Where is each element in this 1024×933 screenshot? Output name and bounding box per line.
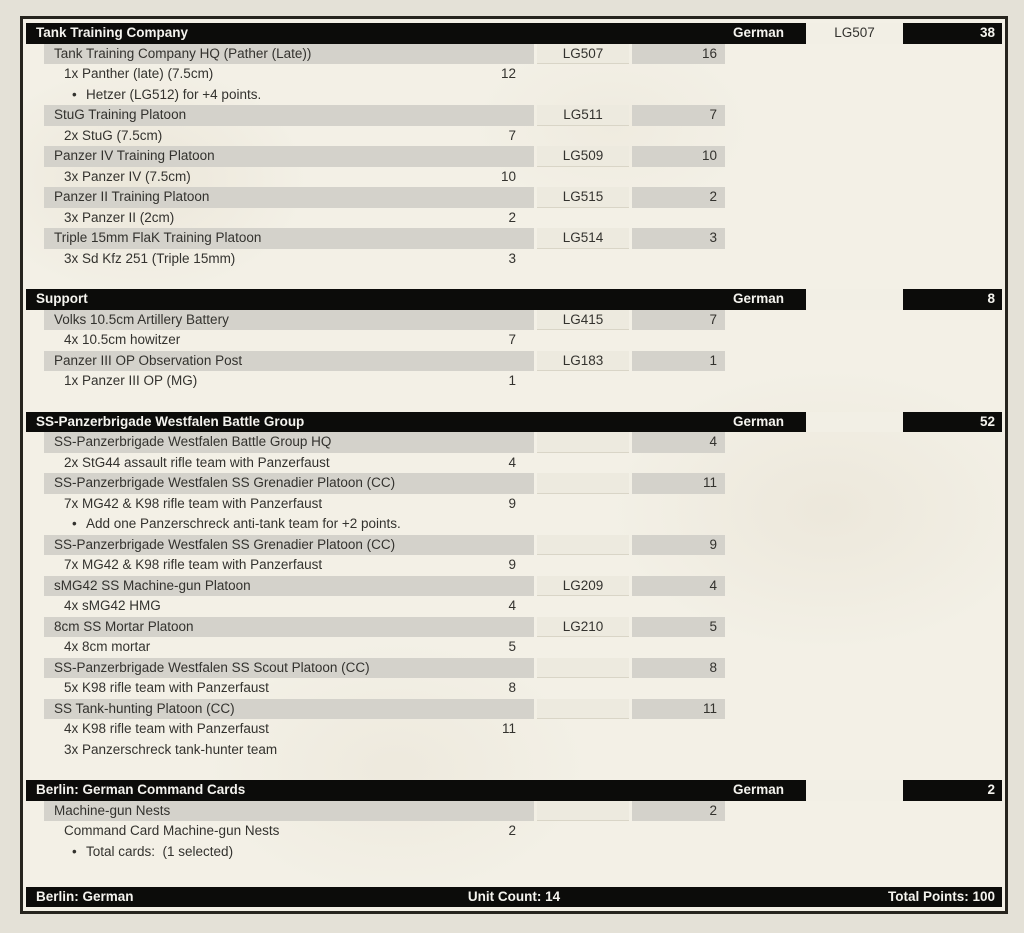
unit-code-box bbox=[537, 535, 629, 556]
army-list-panel bbox=[20, 16, 1008, 914]
equipment-name: Command Card Machine-gun Nests bbox=[64, 823, 280, 838]
unit-code-box: LG183 bbox=[537, 351, 629, 372]
section-rows bbox=[26, 801, 1002, 863]
section-header-bar[interactable] bbox=[26, 780, 1002, 801]
equipment-points: 11 bbox=[501, 721, 516, 736]
unit-name: SS-Panzerbrigade Westfalen SS Grenadier Platoon (CC) bbox=[44, 473, 534, 494]
unit-name: Panzer III OP Observation Post bbox=[44, 351, 534, 372]
unit-points: 2 bbox=[632, 187, 725, 208]
equipment-name: 7x MG42 & K98 rifle team with Panzerfaust bbox=[64, 557, 323, 572]
equipment-row[interactable] bbox=[26, 678, 1002, 699]
equipment-row[interactable] bbox=[26, 453, 1002, 474]
unit-code-box bbox=[537, 801, 629, 822]
footer-total-points: Total Points: 100 bbox=[887, 888, 995, 904]
unit-points: 7 bbox=[632, 310, 725, 331]
equipment-points: 1 bbox=[508, 373, 516, 388]
unit-code-box: LG509 bbox=[537, 146, 629, 167]
section-title: Tank Training Company bbox=[36, 25, 189, 40]
bullet-icon: • bbox=[72, 516, 77, 531]
equipment-points: 12 bbox=[500, 66, 516, 81]
section-title: Berlin: German Command Cards bbox=[36, 782, 246, 797]
bullet-icon: • bbox=[72, 86, 77, 102]
unit-name: Machine-gun Nests bbox=[44, 801, 534, 822]
unit-code-box: LG507 bbox=[537, 44, 629, 65]
equipment-points: 9 bbox=[508, 557, 516, 572]
unit-name: StuG Training Platoon bbox=[44, 105, 534, 126]
unit-code-box: LG515 bbox=[537, 187, 629, 208]
footer-list-name: Berlin: German bbox=[36, 888, 134, 904]
force-section bbox=[26, 780, 1002, 862]
equipment-points: 5 bbox=[508, 639, 516, 654]
equipment-row[interactable] bbox=[26, 596, 1002, 617]
equipment-name: 2x StuG (7.5cm) bbox=[64, 127, 163, 143]
equipment-row[interactable] bbox=[26, 167, 1002, 188]
equipment-row[interactable] bbox=[26, 494, 1002, 515]
unit-points: 5 bbox=[632, 617, 725, 638]
unit-row[interactable] bbox=[26, 146, 1002, 167]
unit-row[interactable] bbox=[26, 617, 1002, 638]
equipment-name: 3x Panzer IV (7.5cm) bbox=[64, 168, 191, 184]
unit-code-box: LG511 bbox=[537, 105, 629, 126]
unit-row[interactable] bbox=[26, 699, 1002, 720]
unit-name: Panzer IV Training Platoon bbox=[44, 146, 534, 167]
unit-row[interactable] bbox=[26, 576, 1002, 597]
unit-points: 8 bbox=[632, 658, 725, 679]
equipment-name: 1x Panther (late) (7.5cm) bbox=[64, 66, 214, 81]
unit-row[interactable] bbox=[26, 310, 1002, 331]
option-note-row bbox=[26, 842, 1002, 863]
option-note-row bbox=[26, 514, 1002, 535]
section-rows bbox=[26, 310, 1002, 392]
section-nation-label: German bbox=[732, 413, 784, 429]
equipment-name: 3x Sd Kfz 251 (Triple 15mm) bbox=[64, 250, 236, 266]
equipment-row[interactable] bbox=[26, 249, 1002, 270]
bullet-icon: • bbox=[72, 843, 77, 859]
unit-row[interactable] bbox=[26, 473, 1002, 494]
unit-name: 8cm SS Mortar Platoon bbox=[44, 617, 534, 638]
force-section bbox=[26, 23, 1002, 269]
section-title: SS-Panzerbrigade Westfalen Battle Group bbox=[36, 413, 305, 429]
unit-code-box: LG514 bbox=[537, 228, 629, 249]
equipment-name: 1x Panzer III OP (MG) bbox=[64, 373, 198, 388]
footer-unit-count: Unit Count: 14 bbox=[467, 888, 561, 904]
unit-points: 4 bbox=[632, 576, 725, 597]
equipment-name: 4x sMG42 HMG bbox=[64, 598, 161, 613]
equipment-points: 4 bbox=[508, 598, 516, 613]
option-note-row bbox=[26, 85, 1002, 106]
footer-totals-bar bbox=[26, 887, 1002, 908]
section-code-box bbox=[806, 412, 903, 433]
equipment-row[interactable] bbox=[26, 637, 1002, 658]
equipment-points: 2 bbox=[508, 209, 516, 225]
unit-name: SS-Panzerbrigade Westfalen Battle Group HQ bbox=[44, 432, 534, 453]
unit-points: 11 bbox=[632, 699, 725, 720]
unit-name: Tank Training Company HQ (Pather (Late)) bbox=[44, 44, 534, 65]
section-rows bbox=[26, 432, 1002, 760]
unit-name: Triple 15mm FlaK Training Platoon bbox=[44, 228, 534, 249]
unit-code-box bbox=[537, 658, 629, 679]
section-points-total: 38 bbox=[979, 25, 995, 40]
unit-points: 9 bbox=[632, 535, 725, 556]
unit-points: 7 bbox=[632, 105, 725, 126]
equipment-points: 7 bbox=[508, 332, 516, 347]
option-note-text: Total cards: (1 selected) bbox=[86, 843, 234, 859]
unit-code-box: LG209 bbox=[537, 576, 629, 597]
section-header-bar[interactable] bbox=[26, 412, 1002, 433]
unit-row[interactable] bbox=[26, 105, 1002, 126]
unit-name: SS Tank-hunting Platoon (CC) bbox=[44, 699, 534, 720]
unit-row[interactable] bbox=[26, 535, 1002, 556]
unit-row[interactable] bbox=[26, 658, 1002, 679]
unit-row[interactable] bbox=[26, 432, 1002, 453]
equipment-name: 2x StG44 assault rifle team with Panzerfaust bbox=[64, 454, 330, 470]
unit-row[interactable] bbox=[26, 801, 1002, 822]
unit-code-box: LG415 bbox=[537, 310, 629, 331]
equipment-points: 10 bbox=[500, 168, 516, 184]
unit-row[interactable] bbox=[26, 228, 1002, 249]
equipment-row[interactable] bbox=[26, 740, 1002, 761]
equipment-row[interactable] bbox=[26, 371, 1002, 392]
section-points-total: 52 bbox=[979, 413, 995, 429]
equipment-name: 5x K98 rifle team with Panzerfaust bbox=[64, 680, 269, 695]
unit-points: 2 bbox=[632, 801, 725, 822]
section-points-total: 8 bbox=[987, 291, 995, 306]
section-points-total: 2 bbox=[987, 782, 995, 797]
unit-points: 16 bbox=[632, 44, 725, 65]
unit-code-box bbox=[537, 473, 629, 494]
section-rows bbox=[26, 44, 1002, 270]
unit-code-box bbox=[537, 699, 629, 720]
unit-points: 3 bbox=[632, 228, 725, 249]
equipment-points: 2 bbox=[508, 823, 516, 838]
section-header-bar[interactable] bbox=[26, 23, 1002, 44]
equipment-name: 3x Panzer II (2cm) bbox=[64, 209, 175, 225]
equipment-name: 4x 8cm mortar bbox=[64, 639, 151, 654]
equipment-row[interactable] bbox=[26, 555, 1002, 576]
unit-points: 4 bbox=[632, 432, 725, 453]
unit-name: Volks 10.5cm Artillery Battery bbox=[44, 310, 534, 331]
equipment-name: 4x 10.5cm howitzer bbox=[64, 332, 181, 347]
equipment-points: 4 bbox=[508, 454, 516, 470]
force-section bbox=[26, 289, 1002, 392]
equipment-row[interactable] bbox=[26, 719, 1002, 740]
equipment-row[interactable] bbox=[26, 821, 1002, 842]
equipment-name: 7x MG42 & K98 rifle team with Panzerfaust bbox=[64, 495, 323, 511]
option-note-text: Hetzer (LG512) for +4 points. bbox=[86, 86, 262, 102]
unit-code-box bbox=[537, 432, 629, 453]
unit-row[interactable] bbox=[26, 44, 1002, 65]
unit-points: 11 bbox=[632, 473, 725, 494]
equipment-points: 7 bbox=[508, 127, 516, 143]
unit-row[interactable] bbox=[26, 351, 1002, 372]
unit-points: 1 bbox=[632, 351, 725, 372]
section-code-box: LG507 bbox=[806, 23, 903, 44]
equipment-points: 8 bbox=[508, 680, 516, 695]
equipment-points: 3 bbox=[508, 250, 516, 266]
equipment-name: 4x K98 rifle team with Panzerfaust bbox=[64, 721, 269, 736]
unit-row[interactable] bbox=[26, 187, 1002, 208]
unit-code-box: LG210 bbox=[537, 617, 629, 638]
section-code-box bbox=[806, 289, 903, 310]
section-nation-label: German bbox=[732, 25, 784, 40]
unit-name: SS-Panzerbrigade Westfalen SS Scout Platoon (CC) bbox=[44, 658, 534, 679]
section-nation-label: German bbox=[732, 291, 784, 306]
unit-name: sMG42 SS Machine-gun Platoon bbox=[44, 576, 534, 597]
equipment-row[interactable] bbox=[26, 64, 1002, 85]
unit-points: 10 bbox=[632, 146, 725, 167]
option-note-text: Add one Panzerschreck anti-tank team for +2 points. bbox=[86, 516, 401, 531]
equipment-row[interactable] bbox=[26, 126, 1002, 147]
section-code-box bbox=[806, 780, 903, 801]
equipment-name: 3x Panzerschreck tank-hunter team bbox=[64, 741, 278, 757]
equipment-row[interactable] bbox=[26, 208, 1002, 229]
section-nation-label: German bbox=[732, 782, 784, 797]
sections-container bbox=[26, 23, 1002, 862]
section-header-bar[interactable] bbox=[26, 289, 1002, 310]
unit-name: Panzer II Training Platoon bbox=[44, 187, 534, 208]
section-title: Support bbox=[36, 291, 88, 306]
unit-name: SS-Panzerbrigade Westfalen SS Grenadier Platoon (CC) bbox=[44, 535, 534, 556]
equipment-row[interactable] bbox=[26, 330, 1002, 351]
equipment-points: 9 bbox=[508, 495, 516, 511]
force-section bbox=[26, 412, 1002, 761]
